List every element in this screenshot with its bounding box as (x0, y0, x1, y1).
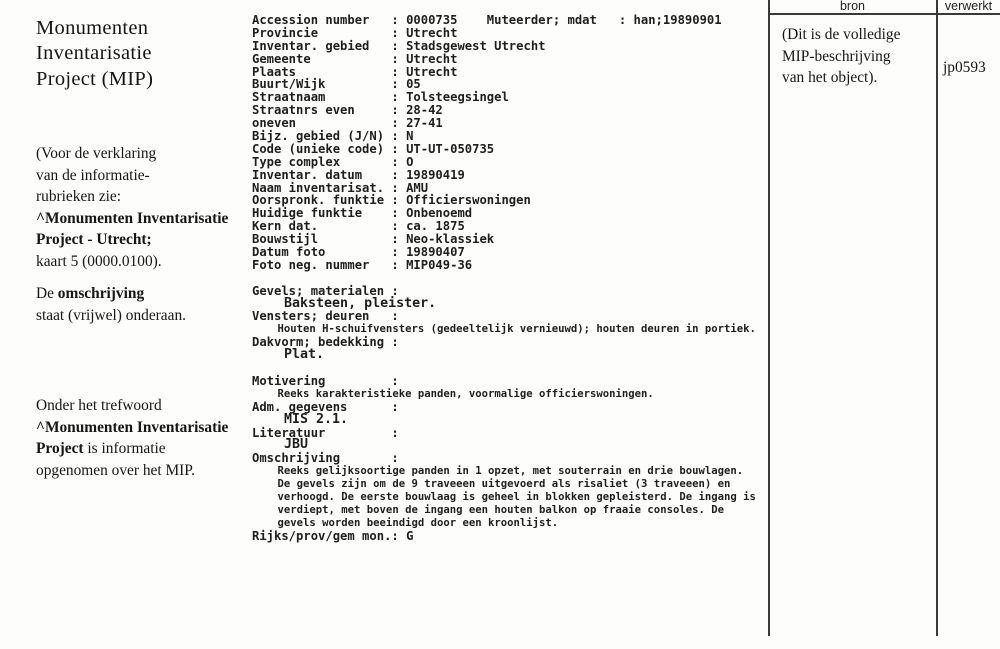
record-line: Foto neg. nummer : MIP049-36 (252, 257, 473, 272)
record-line: Straatnrs even : 28-42 (252, 103, 443, 118)
record-line (252, 272, 756, 285)
bron-note-line: van het object). (782, 69, 878, 87)
margin-note-line: staat (vrijwel) onderaan. (36, 306, 186, 324)
record-line: verdiept, met boven de ingang een houten balkon op fraaie consoles. De (252, 503, 724, 516)
record-line: Naam inventarisat. : AMU (252, 180, 429, 195)
record-line: Type complex : O (252, 154, 414, 169)
margin-note-line: kaart 5 (0000.0100). (36, 252, 162, 270)
bron-note-line: MIP-beschrijving (782, 47, 891, 65)
page-title-line: Monumenten (36, 17, 149, 39)
record-line (252, 362, 756, 375)
record-line: Plaats : Utrecht (252, 64, 458, 79)
record-line: Code (unieke code) : UT-UT-050735 (252, 141, 495, 156)
verwerkt-stamp: jp0593 (943, 59, 986, 76)
record-line: Baksteen, pleister. (252, 295, 437, 311)
bron-column-header: bron (839, 0, 866, 13)
margin-note-line: Project is informatie (36, 440, 166, 458)
record-line: oneven : 27-41 (252, 116, 443, 131)
record-line: Adm. gegevens : (252, 399, 399, 414)
margin-note-line: De omschrijving (36, 285, 145, 302)
record-line: MIS 2.1. (252, 411, 349, 427)
record-line: Inventar. datum : 19890419 (252, 167, 465, 182)
margin-note-line: van de informatie- (36, 166, 150, 184)
record-line: Vensters; deuren : (252, 309, 399, 324)
page-title (36, 16, 153, 92)
record-line: Literatuur : (252, 425, 399, 440)
margin-note-line: Project - Utrecht; (36, 231, 152, 249)
record-line: Straatnaam : Tolsteegsingel (252, 90, 509, 105)
page-title-line: Inventarisatie (36, 42, 152, 65)
record-line: Gevels; materialen : (252, 283, 399, 298)
record-line: Motivering : (252, 373, 399, 388)
margin-note-line: ^Monumenten Inventarisatie (36, 418, 229, 436)
record-line: Houten H-schuifvensters (gedeeltelijk vernieuwd); houten deuren in portiek. (252, 323, 756, 336)
record-line: verhoogd. De eerste bouwlaag is geheel in blokken gepleisterd. De ingang is (252, 490, 756, 503)
margin-note (36, 283, 186, 326)
record-line: De gevels zijn om de 9 traveeen uitgevoerd als risaliet (3 traveeen) en (252, 478, 731, 491)
record-line: Datum foto : 19890407 (252, 245, 465, 260)
record-line: Provincie : Utrecht (252, 25, 458, 40)
record-line: Bijz. gebied (J/N) : N (252, 129, 414, 144)
record-line: JBU (252, 437, 309, 453)
margin-note-line: opgenomen over het MIP. (36, 461, 196, 479)
record-line: Gemeente : Utrecht (252, 51, 458, 66)
margin-note-line: Onder het trefwoord (36, 397, 162, 414)
record-line: Rijks/prov/gem mon.: G (252, 528, 414, 543)
margin-note-line: (Voor de verklaring (36, 145, 157, 162)
record-line: Reeks karakteristieke panden, voormalige officierswoningen. (252, 387, 654, 400)
record-line: gevels worden beeindigd door een kroonlijst. (252, 516, 559, 529)
margin-note-line: rubrieken zie: (36, 188, 122, 206)
record-line: Reeks gelijksoortige panden in 1 opzet, met souterrain en drie bouwlagen. (252, 465, 744, 478)
record-line: Plat. (252, 347, 325, 363)
bron-column-left-rule (768, 0, 770, 636)
verwerkt-column-header: verwerkt (944, 0, 993, 13)
margin-note-line: ^Monumenten Inventarisatie (36, 209, 229, 227)
margin-note (36, 395, 228, 481)
record-line: Accession number : 0000735 Muteerder; mdat : han;19890901 (252, 13, 722, 27)
record-line: Dakvorm; bedekking : (252, 335, 399, 350)
mip-record-text (252, 14, 756, 543)
record-line: Buurt/Wijk : 05 (252, 77, 421, 92)
bron-column-right-rule (936, 0, 938, 636)
record-line: Oorspronk. funktie : Officierswoningen (252, 193, 531, 208)
bron-note (782, 24, 900, 89)
header-underline-rule (768, 13, 1000, 15)
margin-note (36, 143, 228, 273)
record-line: Huidige funktie : Onbenoemd (252, 206, 473, 221)
record-line: Omschrijving : (252, 451, 399, 466)
record-line: Kern dat. : ca. 1875 (252, 219, 465, 234)
bron-note-line: (Dit is de volledige (782, 26, 901, 43)
page-title-line: Project (MIP) (36, 67, 154, 90)
record-line: Inventar. gebied : Stadsgewest Utrecht (252, 38, 546, 53)
record-line: Bouwstijl : Neo-klassiek (252, 232, 495, 247)
